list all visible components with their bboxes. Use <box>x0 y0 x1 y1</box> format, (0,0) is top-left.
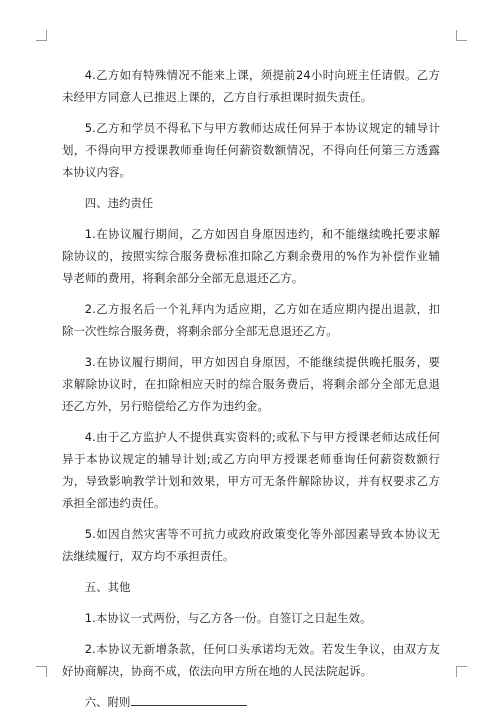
other-clause-1: 1.本协议一式两份，与乙方各一份。自签订之日起生效。 <box>84 611 372 625</box>
appendix-label: 六、附则 <box>84 695 131 709</box>
breach-clause-4: 4.由于乙方监护人不提供真实资料的;或私下与甲方授课老师达成任何异于本协议规定的辅导计划;或乙方向甲方授课老师垂询任何薪资数额行为，导致影响教学计划和效果，甲方可无条件解除协议，并有权要求乙方承担全部违约责任。 <box>62 430 440 510</box>
document-body <box>62 64 440 722</box>
breach-clause-1: 1.在协议履行期间，乙方如因自身原因违约，和不能继续晚托要求解除协议的，按照实综合服务费标准扣除乙方剩余费用的%作为补偿作业辅导老师的费用，将剩余部分全部无息退还乙方。 <box>62 227 440 285</box>
breach-clause-3: 3.在协议履行期间，甲方如因自身原因，不能继续提供晚托服务，要求解除协议时，在扣除相应天时的综合服务费后，将剩余部分全部无息退还乙方外，另行赔偿给乙方作为违约金。 <box>62 355 440 413</box>
crop-mark-bottom-right <box>456 666 467 677</box>
crop-mark-top-right <box>456 30 467 41</box>
section-heading-other: 五、其他 <box>84 580 131 594</box>
paragraph-confidentiality: 5.乙方和学员不得私下与甲方教师达成任何异于本协议规定的辅导计划，不得向甲方授课教师垂询任何薪资数额情况，不得向任何第三方透露本协议内容。 <box>62 121 440 179</box>
breach-clause-2: 2.乙方报名后一个礼拜内为适应期，乙方如在适应期内提出退款，扣除一次性综合服务费，将剩余部分全部无息退还乙方。 <box>62 302 440 338</box>
section-heading-breach: 四、违约责任 <box>84 196 154 210</box>
section-heading-appendix <box>62 691 440 713</box>
fill-in-blank-line <box>131 693 247 706</box>
breach-clause-5: 5.如因自然灾害等不可抗力或政府政策变化等外部因素导致本协议无法继续履行，双方均不承担责任。 <box>62 527 440 563</box>
other-clause-2: 2.本协议无新增条款，任何口头承诺均无效。若发生争议，由双方友好协商解决，协商不成，依法向甲方所在地的人民法院起诉。 <box>62 642 440 678</box>
crop-mark-bottom-left <box>36 666 47 677</box>
crop-mark-top-left <box>36 30 47 41</box>
paragraph-absence-notice: 4.乙方如有特殊情况不能来上课，须提前24小时向班主任请假。乙方未经甲方同意人已推迟上课的，乙方自行承担课时损失责任。 <box>62 68 440 104</box>
